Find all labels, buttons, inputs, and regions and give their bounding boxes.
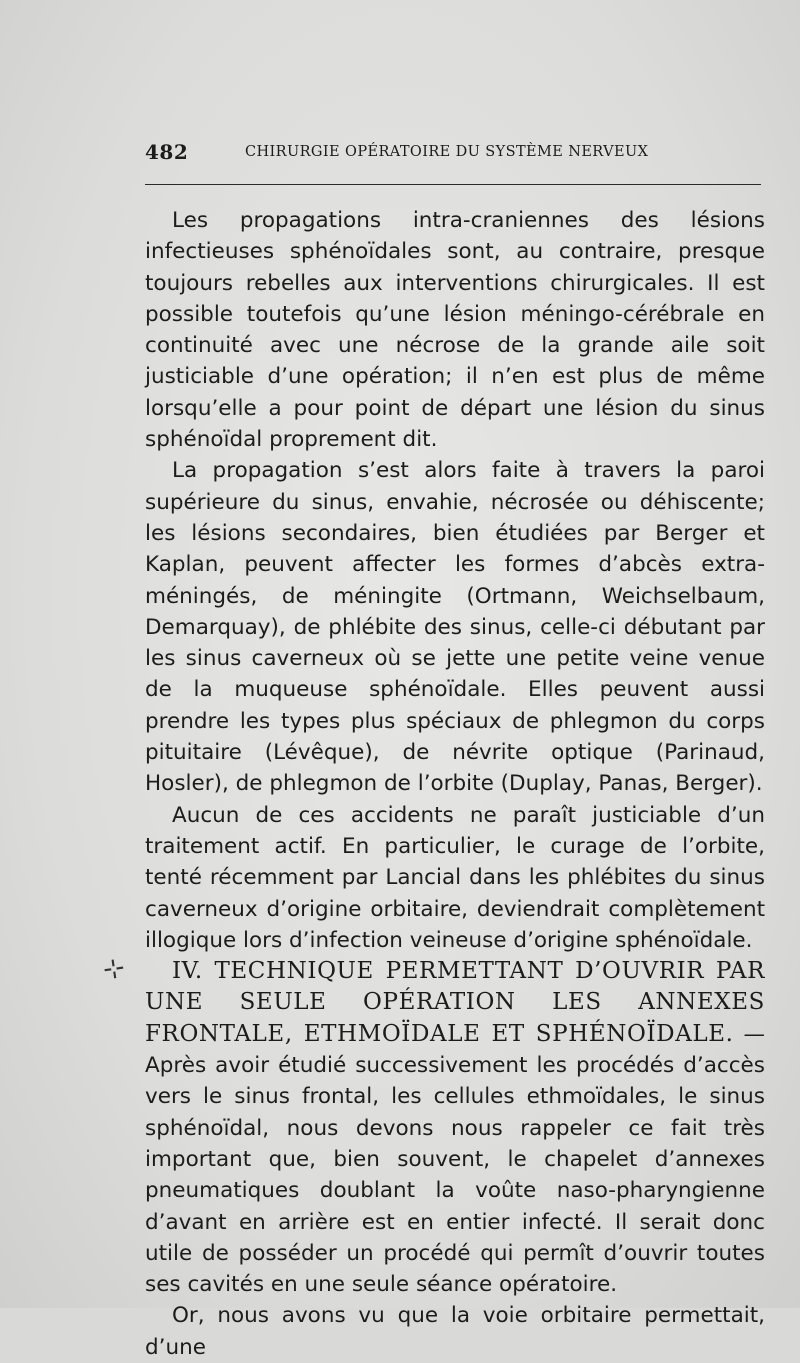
section-body: — Après avoir étudié successivement les procédés d’accès vers le sinus frontal, les cellules ethmoïdales, le sinus sphénoïdal, nous devons nous rappeler ce fait très important que, bien souvent, le chapelet d’annexes pneumatiques doublant la voûte naso-pharyngienne d’avant en arrière est en entier infecté. Il serait donc utile de posséder un procédé qui permît d’ouvrir toutes ses cavités en une seule séance opératoire. [145,1021,765,1298]
paragraph-3: Aucun de ces accidents ne paraît justiciable d’un traitement actif. En particulier, le curage de l’orbite, tenté récemment par Lancial dans les phlébites du sinus caverneux d’origine orbitaire, deviendrait complètement illogique lors d’infection veineuse d’origine sphénoïdale. [145,802,765,953]
paragraph-5: Or, nous avons vu que la voie orbitaire permettait, d’une [145,1303,765,1360]
header-rule [145,184,761,185]
handwritten-margin-mark: ⊹ [101,952,127,986]
page-header [145,138,765,174]
page-number: 482 [145,140,189,164]
paragraph-2: La propagation s’est alors faite à travers la paroi supérieure du sinus, envahie, nécrosée ou déhiscente; les lésions secondaires, bien étudiées par Berger et Kaplan, peuvent affecter les formes d’abcès extra-méningés, de méningite (Ortmann, Weichselbaum, Demarquay), de phlébite des sinus, celle-ci débutant par les sinus caverneux où se jette une petite veine venue de la muqueuse sphénoïdale. Elles peuvent aussi prendre les types plus spéciaux de phlegmon du corps pituitaire (Lévêque), de névrite optique (Parinaud, Hosler), de phlegmon de l’orbite (Duplay, Panas, Berger). [145,458,765,797]
paragraph-1: Les propagations intra-craniennes des lésions infectieuses sphénoïdales sont, au contraire, presque toujours rebelles aux interventions chirurgicales. Il est possible toutefois qu’une lésion méningo-cérébrale en continuité avec une nécrose de la grande aile soit justiciable d’une opération; il n’en est plus de même lorsqu’elle a pour point de départ une lésion du sinus sphénoïdal proprement dit. [145,208,765,453]
running-head: CHIRURGIE OPÉRATOIRE DU SYSTÈME NERVEUX [245,144,649,160]
paragraph-4 [145,956,765,1300]
section-title: IV. TECHNIQUE PERMETTANT D’OUVRIR PAR UNE SEULE OPÉRATION LES ANNEXES FRONTALE, ETHMOÏDALE ET SPHÉNOÏDALE. [145,958,765,1047]
body-text [145,205,765,1363]
